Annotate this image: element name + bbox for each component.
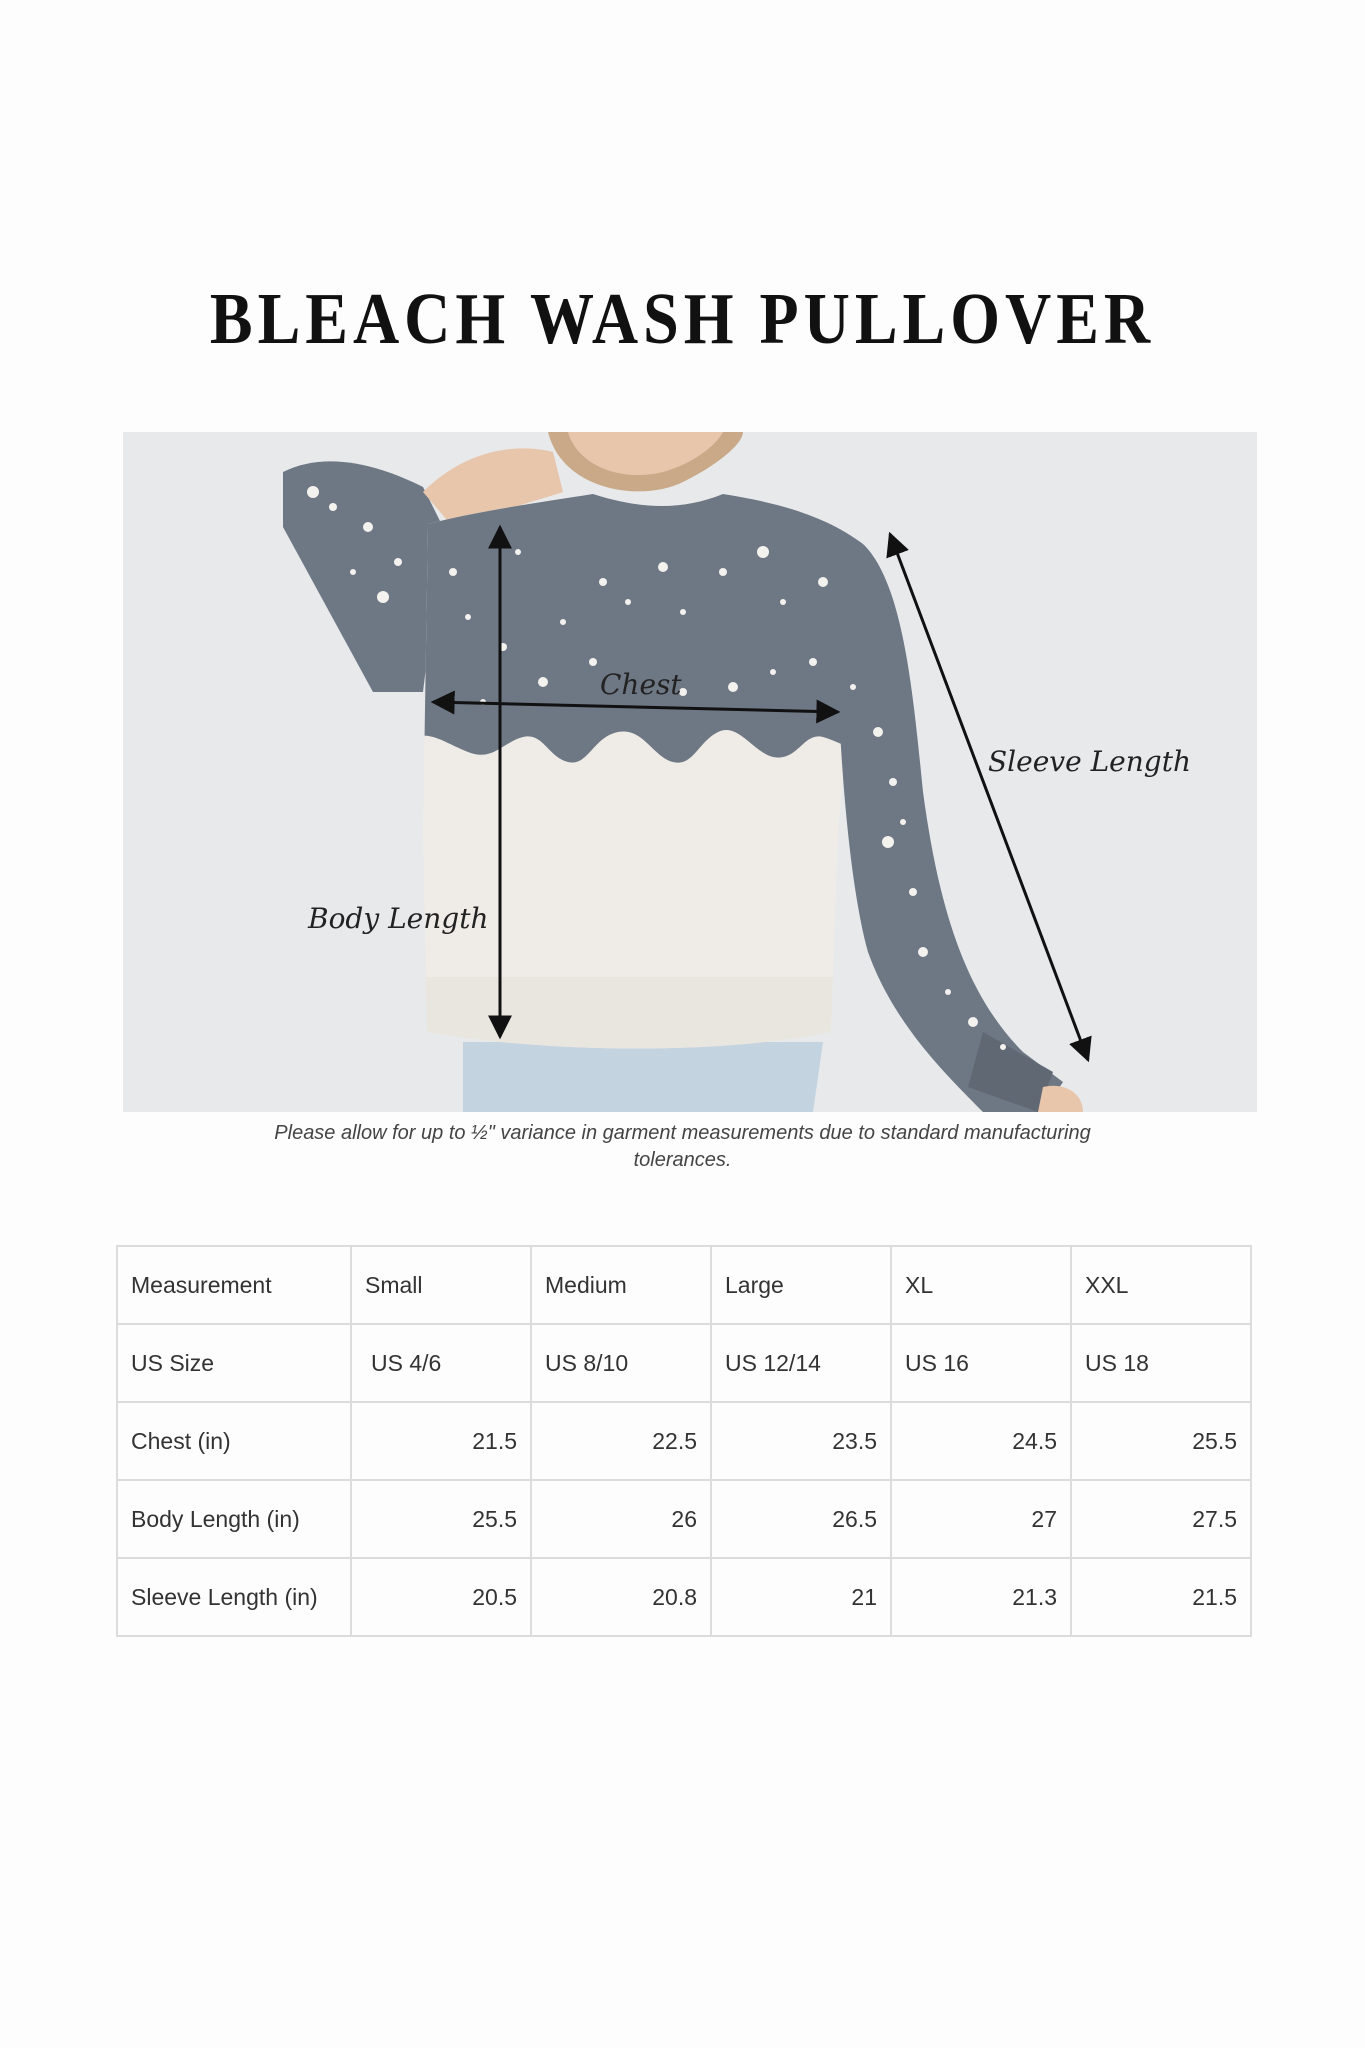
column-header-measurement: Measurement (117, 1246, 351, 1324)
column-header-large: Large (711, 1246, 891, 1324)
table-cell: 27.5 (1071, 1480, 1251, 1558)
table-cell: 21 (711, 1558, 891, 1636)
column-header-xl: XL (891, 1246, 1071, 1324)
table-cell: 23.5 (711, 1402, 891, 1480)
size-chart-table (116, 1245, 1252, 1637)
table-row-sleeve-length (117, 1558, 1251, 1636)
table-cell: 25.5 (351, 1480, 531, 1558)
row-label: US Size (117, 1324, 351, 1402)
table-cell: 20.8 (531, 1558, 711, 1636)
table-row-us-size (117, 1324, 1251, 1402)
sleeve-length-label: Sleeve Length (988, 745, 1191, 778)
table-cell: US 18 (1071, 1324, 1251, 1402)
table-cell: 21.3 (891, 1558, 1071, 1636)
column-header-medium: Medium (531, 1246, 711, 1324)
chest-label: Chest (600, 668, 682, 701)
row-label: Chest (in) (117, 1402, 351, 1480)
table-cell: 26 (531, 1480, 711, 1558)
table-cell: US 8/10 (531, 1324, 711, 1402)
table-row-body-length (117, 1480, 1251, 1558)
table-cell: 26.5 (711, 1480, 891, 1558)
row-label: Body Length (in) (117, 1480, 351, 1558)
table-cell: 24.5 (891, 1402, 1071, 1480)
table-cell: US 12/14 (711, 1324, 891, 1402)
table-cell: 25.5 (1071, 1402, 1251, 1480)
table-cell: 22.5 (531, 1402, 711, 1480)
table-header-row (117, 1246, 1251, 1324)
column-header-xxl: XXL (1071, 1246, 1251, 1324)
table-cell: 27 (891, 1480, 1071, 1558)
row-label: Sleeve Length (in) (117, 1558, 351, 1636)
measurement-variance-note: Please allow for up to ½" variance in garment measurements due to standard manufacturing tolerances. (274, 1122, 1091, 1171)
table-cell: US 4/6 (351, 1324, 531, 1402)
table-cell: 21.5 (351, 1402, 531, 1480)
table-cell: 21.5 (1071, 1558, 1251, 1636)
table-cell: US 16 (891, 1324, 1071, 1402)
page-title: BLEACH WASH PULLOVER (209, 277, 1156, 360)
table-row-chest (117, 1402, 1251, 1480)
column-header-small: Small (351, 1246, 531, 1324)
body-length-label: Body Length (308, 902, 489, 935)
table-cell: 20.5 (351, 1558, 531, 1636)
